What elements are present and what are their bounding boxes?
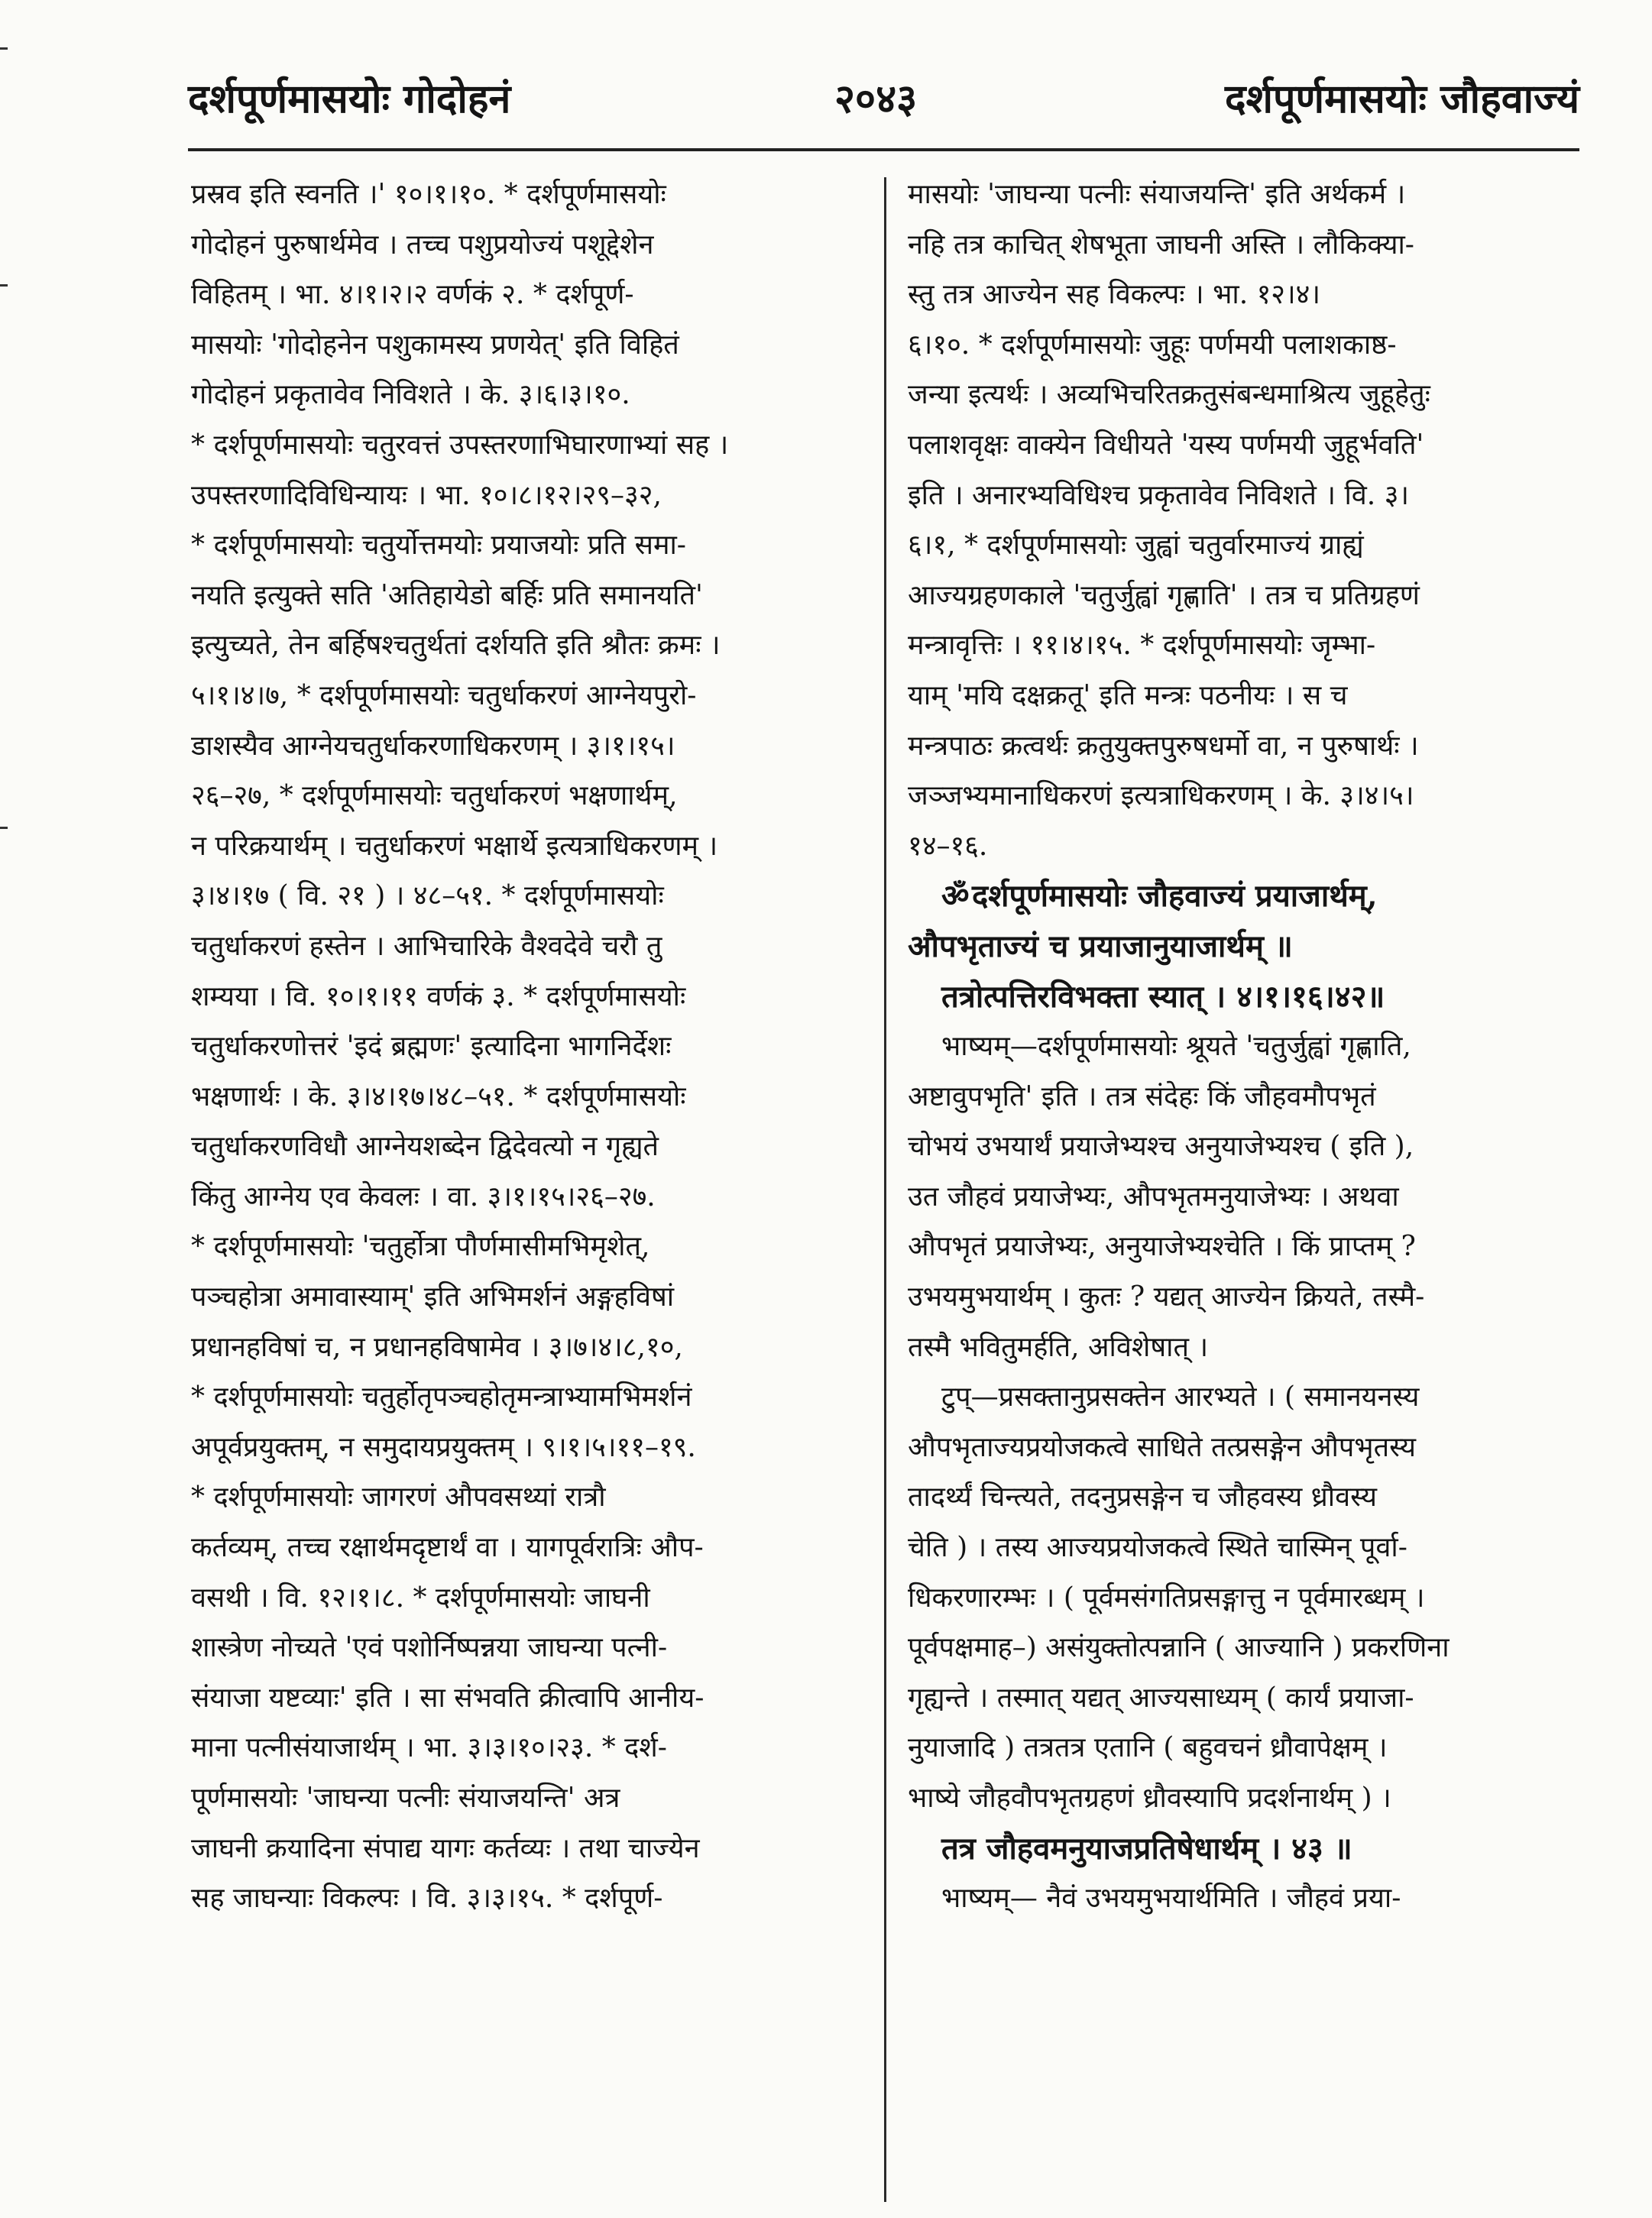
- text-line: [191, 1523, 863, 1573]
- right-column: [908, 170, 1580, 2202]
- text-line: [908, 1573, 1580, 1624]
- text-line-content: पलाशवृक्षः वाक्येन विधीयते 'यस्य पर्णमयी जुहूर्भवति': [908, 429, 1424, 461]
- text-line: [908, 1723, 1580, 1773]
- text-line: [908, 921, 1580, 972]
- text-line-content: भक्षणार्थः । के. ३।४।१७।४८–५१. * दर्शपूर्णमासयोः: [191, 1080, 686, 1112]
- text-line: [191, 620, 863, 671]
- text-line: [908, 1272, 1580, 1323]
- text-line: [908, 220, 1580, 270]
- text-line: [908, 1523, 1580, 1573]
- text-line: [191, 420, 863, 471]
- text-line: [191, 1573, 863, 1624]
- text-line: [191, 370, 863, 420]
- text-line-content: चेति ) । तस्य आज्यप्रयोजकत्वे स्थिते चास्मिन् पूर्वा-: [908, 1532, 1407, 1564]
- text-line-content: * दर्शपूर्णमासयोः चतुर्होतृपञ्चहोतृमन्त्राभ्यामभिमर्शनं: [191, 1381, 692, 1413]
- text-line-content: तत्रोत्पत्तिरविभक्ता स्यात् । ४।१।१६।४२॥: [941, 978, 1385, 1015]
- text-line: [191, 571, 863, 621]
- text-line-content: उत जौहवं प्रयाजेभ्यः, औपभृतमनुयाजेभ्यः । अथवा: [908, 1180, 1399, 1213]
- text-line-content: औपभृताज्यप्रयोजकत्वे साधिते तत्प्रसङ्गेन औपभृतस्य: [908, 1431, 1417, 1463]
- text-line: [191, 320, 863, 371]
- text-line-content: डाशस्यैव आग्नेयचतुर्धाकरणाधिकरणम् । ३।१।१५।: [191, 730, 675, 762]
- text-line: [191, 821, 863, 872]
- text-line-content: पूर्वपक्षमाह–) असंयुक्तोत्पन्नानि ( आज्यानि ) प्रकरणिना: [908, 1632, 1450, 1664]
- text-line: [191, 1824, 863, 1874]
- running-header-left: दर्शपूर्णमासयोः गोदोहनं: [188, 76, 511, 122]
- text-line-content: १४–१६.: [908, 830, 988, 862]
- text-line-content: विहितम् । भा. ४।१।२।२ वर्णकं २. * दर्शपूर्ण-: [191, 279, 634, 311]
- text-line-content: इत्युच्यते, तेन बर्हिषश्चतुर्थतां दर्शयति इति श्रौतः क्रमः ।: [191, 630, 721, 662]
- margin-mark: [0, 827, 8, 829]
- text-line-content: जञ्जभ्यमानाधिकरणं इत्यत्राधिकरणम् । के. ३।४।५।: [908, 780, 1414, 812]
- text-line-content: स्तु तत्र आज्येन सह विकल्पः । भा. १२।४।: [908, 279, 1321, 311]
- text-line-content: संयाजा यष्टव्याः' इति । सा संभवति क्रीत्वापि आनीय-: [191, 1682, 705, 1714]
- text-line-content: तस्मै भवितुमर्हति, अविशेषात् ।: [908, 1331, 1209, 1363]
- text-line-content: चतुर्धाकरणं हस्तेन । आभिचारिके वैश्वदेवे चरौ तु: [191, 930, 662, 962]
- text-line-content: न परिक्रयार्थम् । चतुर्धाकरणं भक्षार्थे इत्यत्राधिकरणम् ।: [191, 830, 718, 862]
- margin-mark: [0, 47, 8, 50]
- margin-mark: [0, 284, 8, 287]
- text-line: [191, 1122, 863, 1172]
- text-line: [908, 972, 1580, 1022]
- text-line-content: मासयोः 'गोदोहनेन पशुकामस्य प्रणयेत्' इति विहितं: [191, 329, 679, 361]
- text-line-content: जन्या इत्यर्थः । अव्यभिचरितक्रतुसंबन्धमाश्रित्य जुहूहेतुः: [908, 379, 1430, 411]
- text-line-content: दर्शपूर्णमासयोः जौहवाज्यं प्रयाजार्थम्,: [972, 878, 1378, 915]
- text-line: [908, 620, 1580, 671]
- text-line-content: तादर्थ्यं चिन्त्यते, तदनुप्रसङ्गेन च जौहवस्य ध्रौवस्य: [908, 1481, 1378, 1514]
- text-line-content: अष्टावुपभृति' इति । तत्र संदेहः किं जौहवमौपभृतं: [908, 1080, 1376, 1112]
- text-line-content: चतुर्धाकरणोत्तरं 'इदं ब्रह्मणः' इत्यादिना भागनिर्देशः: [191, 1031, 672, 1063]
- text-line: [191, 1222, 863, 1272]
- text-line: [908, 671, 1580, 721]
- text-line-content: मन्त्रपाठः क्रत्वर्थः क्रतुयुक्तपुरुषधर्मो वा, न पुरुषार्थः ।: [908, 730, 1419, 762]
- text-line-content: चतुर्धाकरणविधौ आग्नेयशब्देन द्विदेवत्यो न गृह्यते: [191, 1131, 659, 1163]
- text-line: [908, 871, 1580, 921]
- running-header-right: दर्शपूर्णमासयोः जौहवाज्यं: [1224, 76, 1579, 122]
- text-line-content: ६।१, * दर्शपूर्णमासयोः जुह्वां चतुर्वारमाज्यं ग्राह्यं: [908, 529, 1364, 562]
- text-line: [191, 771, 863, 821]
- text-line: [908, 1824, 1580, 1874]
- text-line: [191, 220, 863, 270]
- text-line-content: गोदोहनं प्रकृतावेव निविशते । के. ३।६।३।१०.: [191, 379, 630, 411]
- text-line-content: भाष्ये जौहवौपभृतग्रहणं ध्रौवस्यापि प्रदर्शनार्थम् ) ।: [908, 1782, 1391, 1814]
- text-line-content: ५।१।४।७, * दर्शपूर्णमासयोः चतुर्धाकरणं आग्नेयपुरो-: [191, 679, 697, 711]
- text-line: [908, 170, 1580, 220]
- text-line-content: नहि तत्र काचित् शेषभूता जाघनी अस्ति । लौकिक्या-: [908, 228, 1414, 261]
- text-line-content: धिकरणारम्भः । ( पूर्वमसंगतिप्रसङ्गात्तु न पूर्वमारब्धम् ।: [908, 1582, 1425, 1614]
- text-line: [191, 270, 863, 320]
- text-line-content: औपभृतं प्रयाजेभ्यः, अनुयाजेभ्यश्चेति । किं प्राप्तम् ?: [908, 1231, 1416, 1263]
- text-line-content: उभयमुभयार्थम् । कुतः ? यद्यत् आज्येन क्रियते, तस्मै-: [908, 1281, 1425, 1313]
- text-line-content: गृह्यन्ते । तस्मात् यद्यत् आज्यसाध्यम् ( कार्यं प्रयाजा-: [908, 1682, 1414, 1714]
- text-line: [908, 771, 1580, 821]
- text-line-content: नयति इत्युक्ते सति 'अतिहायेडो बर्हिः प्रति समानयति': [191, 579, 703, 611]
- text-line: [908, 721, 1580, 772]
- text-line-content: पञ्चहोत्रा अमावास्याम्' इति अभिमर्शनं अङ्गहविषां: [191, 1281, 675, 1313]
- text-line: [191, 471, 863, 521]
- text-line: [908, 1773, 1580, 1824]
- text-line: [191, 871, 863, 921]
- text-line: [191, 1873, 863, 1924]
- text-line-content: २६–२७, * दर्शपूर्णमासयोः चतुर्धाकरणं भक्षणार्थम्,: [191, 780, 678, 812]
- text-line: [191, 1272, 863, 1323]
- text-line: [908, 821, 1580, 872]
- text-line-content: आज्यग्रहणकाले 'चतुर्जुह्वां गृह्णाति' । तत्र च प्रतिग्रहणं: [908, 579, 1420, 611]
- text-line-content: गोदोहनं पुरुषार्थमेव । तच्च पशुप्रयोज्यं पशूद्देशेन: [191, 228, 654, 261]
- text-line-content: इति । अनारभ्यविधिश्च प्रकृतावेव निविशते । वि. ३।: [908, 479, 1410, 511]
- text-line: [191, 1423, 863, 1473]
- text-line-content: भाष्यम्— नैवं उभयमुभयार्थमिति । जौहवं प्रया-: [941, 1883, 1401, 1915]
- text-line-content: भाष्यम्—दर्शपूर्णमासयोः श्रूयते 'चतुर्जुह्वां गृह्णाति,: [941, 1031, 1411, 1063]
- text-line: [908, 571, 1580, 621]
- text-line: [908, 1472, 1580, 1523]
- text-line-content: ६।१०. * दर्शपूर्णमासयोः जुहूः पर्णमयी पलाशकाष्ठ-: [908, 329, 1397, 361]
- text-line: [191, 972, 863, 1022]
- text-line: [191, 921, 863, 972]
- text-line: [908, 1423, 1580, 1473]
- text-line: [191, 1773, 863, 1824]
- text-line: [908, 420, 1580, 471]
- adhikarana-symbol-icon: ॐ: [941, 878, 970, 915]
- text-line: [908, 1372, 1580, 1423]
- text-line: [908, 1873, 1580, 1924]
- text-line-content: प्रधानहविषां च, न प्रधानहविषामेव । ३।७।४।८,१०,: [191, 1331, 683, 1363]
- text-line: [908, 471, 1580, 521]
- text-line-content: * दर्शपूर्णमासयोः चतुर्योत्तमयोः प्रयाजयोः प्रति समा-: [191, 529, 686, 562]
- text-line-content: मासयोः 'जाघन्या पत्नीः संयाजयन्ति' इति अर्थकर्म ।: [908, 179, 1406, 210]
- text-line-content: माना पत्नीसंयाजार्थम् । भा. ३।३।१०।२३. * दर्श-: [191, 1732, 667, 1764]
- text-line: [191, 1723, 863, 1773]
- text-line: [191, 1323, 863, 1373]
- text-line: [191, 671, 863, 721]
- text-line: [908, 1623, 1580, 1673]
- header-rule: [188, 148, 1579, 151]
- text-line-content: उपस्तरणादिविधिन्यायः । भा. १०।८।१२।२९–३२,: [191, 479, 662, 511]
- text-line: [908, 1673, 1580, 1724]
- text-line: [191, 170, 863, 220]
- text-line: [908, 520, 1580, 571]
- text-line: [908, 1172, 1580, 1222]
- text-line-content: अपूर्वप्रयुक्तम्, न समुदायप्रयुक्तम् । ९।१।५।११–१९.: [191, 1431, 696, 1463]
- text-line: [908, 1222, 1580, 1272]
- text-line-content: टुप्—प्रसक्तानुप्रसक्तेन आरभ्यते । ( समानयनस्य: [941, 1381, 1420, 1413]
- text-line-content: किंतु आग्नेय एव केवलः । वा. ३।१।१५।२६–२७.: [191, 1180, 656, 1213]
- text-line: [908, 320, 1580, 371]
- column-divider: [884, 177, 886, 2202]
- text-line-content: शास्त्रेण नोच्यते 'एवं पशोर्निष्पन्नया जाघन्या पत्नी-: [191, 1632, 668, 1664]
- text-line: [191, 1172, 863, 1222]
- page-number: २०४३: [834, 76, 918, 122]
- text-line-content: जाघनी क्रयादिना संपाद्य यागः कर्तव्यः । तथा चाज्येन: [191, 1832, 700, 1864]
- text-line-content: औपभृताज्यं च प्रयाजानुयाजार्थम् ॥: [908, 928, 1293, 964]
- text-line-content: सह जाघन्याः विकल्पः । वि. ३।३।१५. * दर्शपूर्ण-: [191, 1883, 663, 1915]
- text-line-content: ३।४।१७ ( वि. २१ ) । ४८–५१. * दर्शपूर्णमासयोः: [191, 880, 664, 912]
- text-line-content: मन्त्रावृत्तिः । ११।४।१५. * दर्शपूर्णमासयोः जृम्भा-: [908, 630, 1376, 662]
- text-line-content: तत्र जौहवमनुयाजप्रतिषेधार्थम् । ४३ ॥: [941, 1830, 1352, 1867]
- text-line-content: वसथी । वि. १२।१।८. * दर्शपूर्णमासयोः जाघनी: [191, 1582, 650, 1614]
- text-line: [191, 1372, 863, 1423]
- text-line: [191, 721, 863, 772]
- text-line: [191, 1022, 863, 1072]
- text-line-content: * दर्शपूर्णमासयोः जागरणं औपवसथ्यां रात्रौ: [191, 1481, 606, 1514]
- text-line-content: कर्तव्यम्, तच्च रक्षार्थमदृष्टार्थं वा । यागपूर्वरात्रिः औप-: [191, 1532, 704, 1564]
- text-line: [908, 1122, 1580, 1172]
- text-line: [908, 1323, 1580, 1373]
- text-line-content: शम्यया । वि. १०।१।११ वर्णकं ३. * दर्शपूर्णमासयोः: [191, 980, 686, 1012]
- text-line: [908, 370, 1580, 420]
- text-line: [191, 1072, 863, 1122]
- text-line-content: पूर्णमासयोः 'जाघन्या पत्नीः संयाजयन्ति' अत्र: [191, 1782, 620, 1814]
- text-line: [908, 1022, 1580, 1072]
- left-column: [191, 170, 863, 2202]
- text-line-content: याम् 'मयि दक्षक्रतू' इति मन्त्रः पठनीयः । स च: [908, 679, 1348, 711]
- text-line: [191, 520, 863, 571]
- text-line: [191, 1673, 863, 1724]
- text-line-content: नुयाजादि ) तत्रतत्र एतानि ( बहुवचनं ध्रौवापेक्षम् ।: [908, 1732, 1388, 1764]
- text-line: [908, 270, 1580, 320]
- text-line: [191, 1472, 863, 1523]
- text-line-content: चोभयं उभयार्थं प्रयाजेभ्यश्च अनुयाजेभ्यश्च ( इति ),: [908, 1131, 1414, 1163]
- text-line-content: प्रस्रव इति स्वनति ।' १०।१।१०. * दर्शपूर्णमासयोः: [191, 179, 666, 210]
- text-line: [191, 1623, 863, 1673]
- text-line: [908, 1072, 1580, 1122]
- text-line-content: * दर्शपूर्णमासयोः 'चतुर्होत्रा पौर्णमासीमभिमृशेत्,: [191, 1231, 650, 1263]
- text-line-content: * दर्शपूर्णमासयोः चतुरवत्तं उपस्तरणाभिघारणाभ्यां सह ।: [191, 429, 729, 461]
